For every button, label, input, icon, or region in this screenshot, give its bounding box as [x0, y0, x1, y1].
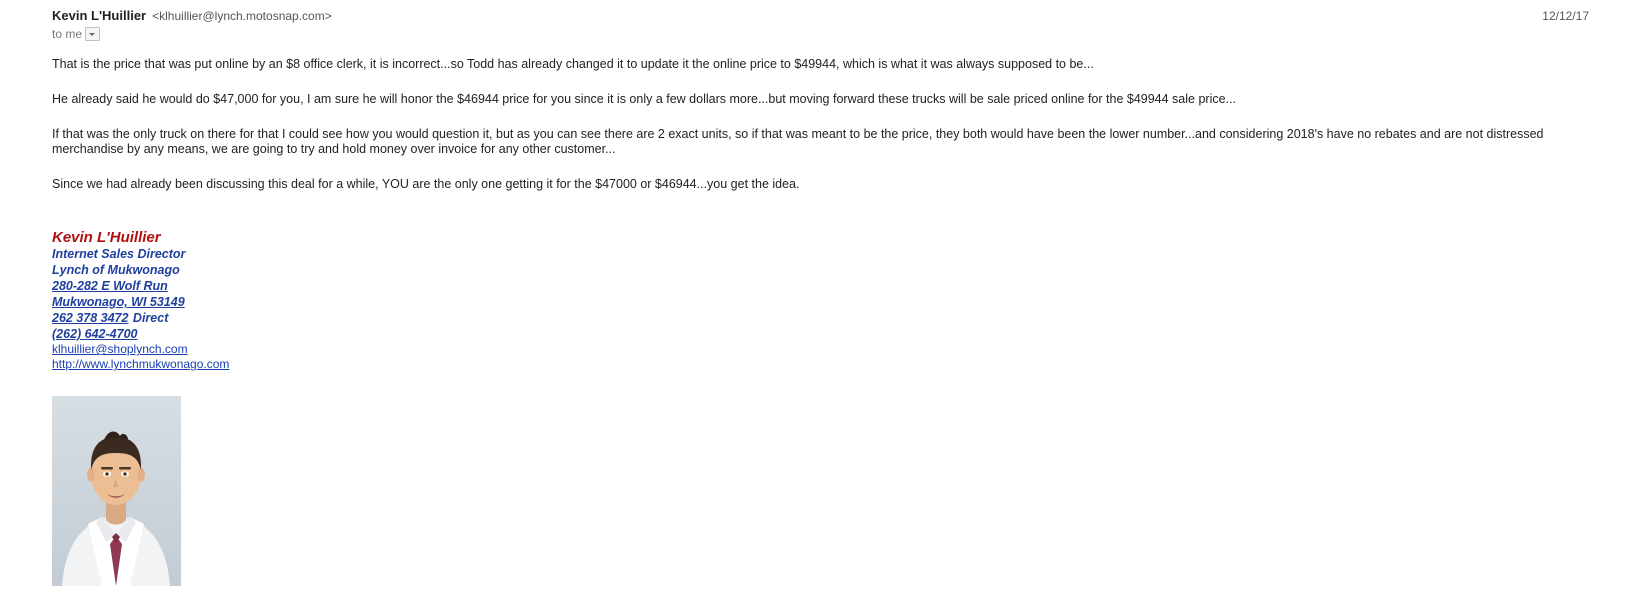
- sender-block: [52, 8, 332, 23]
- body-paragraph: If that was the only truck on there for that I could see how you would question it, but as you can see there are 2 exact units, so if that was meant to be the price, they both would have been the lower number...and considering 2018's have no rebates and are not distressed merchandise by any means, we are going to try and hold money over invoice for any other customer...: [52, 127, 1544, 156]
- signature-name: Kevin L'Huillier: [52, 229, 161, 246]
- sender-photo: [52, 396, 181, 586]
- signature-email-link[interactable]: klhuillier@shoplynch.com: [52, 342, 188, 357]
- email-date: 12/12/17: [1542, 9, 1589, 23]
- body-paragraph: Since we had already been discussing this deal for a while, YOU are the only one getting it for the $47000 or $46944...you get the idea.: [52, 177, 800, 191]
- email-body: [52, 57, 1589, 192]
- signature-website-link[interactable]: http://www.lynchmukwonago.com: [52, 357, 230, 372]
- signature-direct-phone: 262 378 3472: [52, 311, 129, 326]
- chevron-down-icon[interactable]: [85, 27, 100, 41]
- signature-direct-phone-label: Direct: [132, 311, 169, 326]
- signature-address-line2: Mukwonago, WI 53149: [52, 295, 185, 310]
- signature-address-line2-wrap: [52, 294, 1589, 310]
- signature-title: Internet Sales Director: [52, 247, 186, 262]
- recipient-label: to me: [52, 27, 83, 41]
- signature-company: Lynch of Mukwonago: [52, 262, 180, 277]
- signature-main-phone-link[interactable]: (262) 642-4700: [52, 326, 138, 341]
- signature-address-line1-wrap: [52, 278, 1589, 294]
- recipient-row[interactable]: [52, 27, 1589, 41]
- email-header: [52, 8, 1589, 23]
- body-paragraph: That is the price that was put online by an $8 office clerk, it is incorrect...so Todd has already changed it to update it the online price to $49944, which is what it was always supposed to be...: [52, 57, 1094, 71]
- body-paragraph: He already said he would do $47,000 for you, I am sure he will honor the $46944 price for you since it is only a few dollars more...but moving forward these trucks will be sale priced online for the $49944 sale price...: [52, 92, 1236, 106]
- sender-photo-image: [52, 396, 181, 586]
- signature-direct-phone-line: [52, 310, 1589, 326]
- email-signature: [52, 230, 1589, 373]
- signature-address-line1: 280-282 E Wolf Run: [52, 278, 168, 293]
- sender-name: Kevin L'Huillier: [52, 8, 147, 23]
- sender-email: <klhuillier@lynch.motosnap.com>: [152, 9, 332, 23]
